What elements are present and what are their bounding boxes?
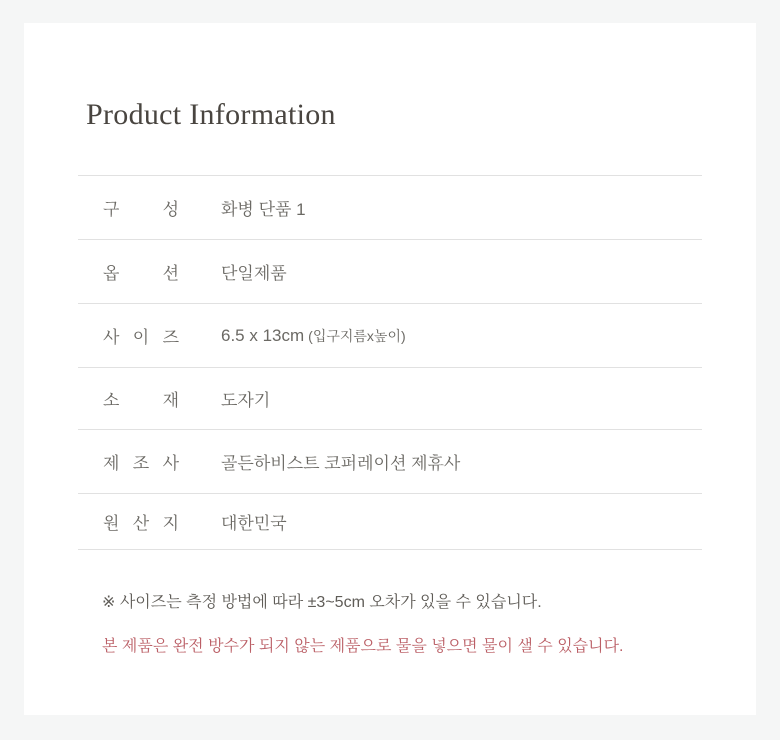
row-value-text: 대한민국 (221, 514, 287, 533)
row-label: 사 이 즈 (103, 328, 179, 347)
table-row (78, 368, 702, 430)
row-value-text: 골든하비스트 코퍼레이션 제휴사 (221, 454, 461, 473)
row-value (221, 449, 460, 474)
table-row (78, 304, 702, 368)
row-label: 제 조 사 (103, 454, 179, 473)
content-card (24, 23, 756, 715)
size-note: ※ 사이즈는 측정 방법에 따라 ±3~5cm 오차가 있을 수 있습니다. (102, 594, 542, 611)
row-label: 원 산 지 (103, 514, 179, 533)
table-row (78, 494, 702, 550)
row-value (221, 386, 270, 411)
row-value-text: 화병 단품 1 (221, 200, 306, 219)
table-row (78, 430, 702, 494)
row-value (221, 509, 287, 534)
warning-note: 본 제품은 완전 방수가 되지 않는 제품으로 물을 넣으면 물이 샐 수 있습니다. (102, 638, 624, 655)
row-value-sub: (입구지름x높이) (308, 327, 406, 344)
row-label: 구 성 (103, 200, 179, 219)
table-row (78, 176, 702, 240)
row-value (221, 326, 406, 346)
product-info-table (78, 175, 702, 550)
row-value (221, 259, 287, 284)
row-label: 소 재 (103, 391, 179, 410)
page-title: Product Information (86, 98, 336, 131)
row-value (221, 195, 306, 220)
row-value-text: 6.5 x 13cm (221, 325, 305, 345)
row-label: 옵 션 (103, 264, 179, 283)
row-value-text: 도자기 (221, 391, 271, 410)
table-row (78, 240, 702, 304)
row-value-text: 단일제품 (221, 264, 287, 283)
